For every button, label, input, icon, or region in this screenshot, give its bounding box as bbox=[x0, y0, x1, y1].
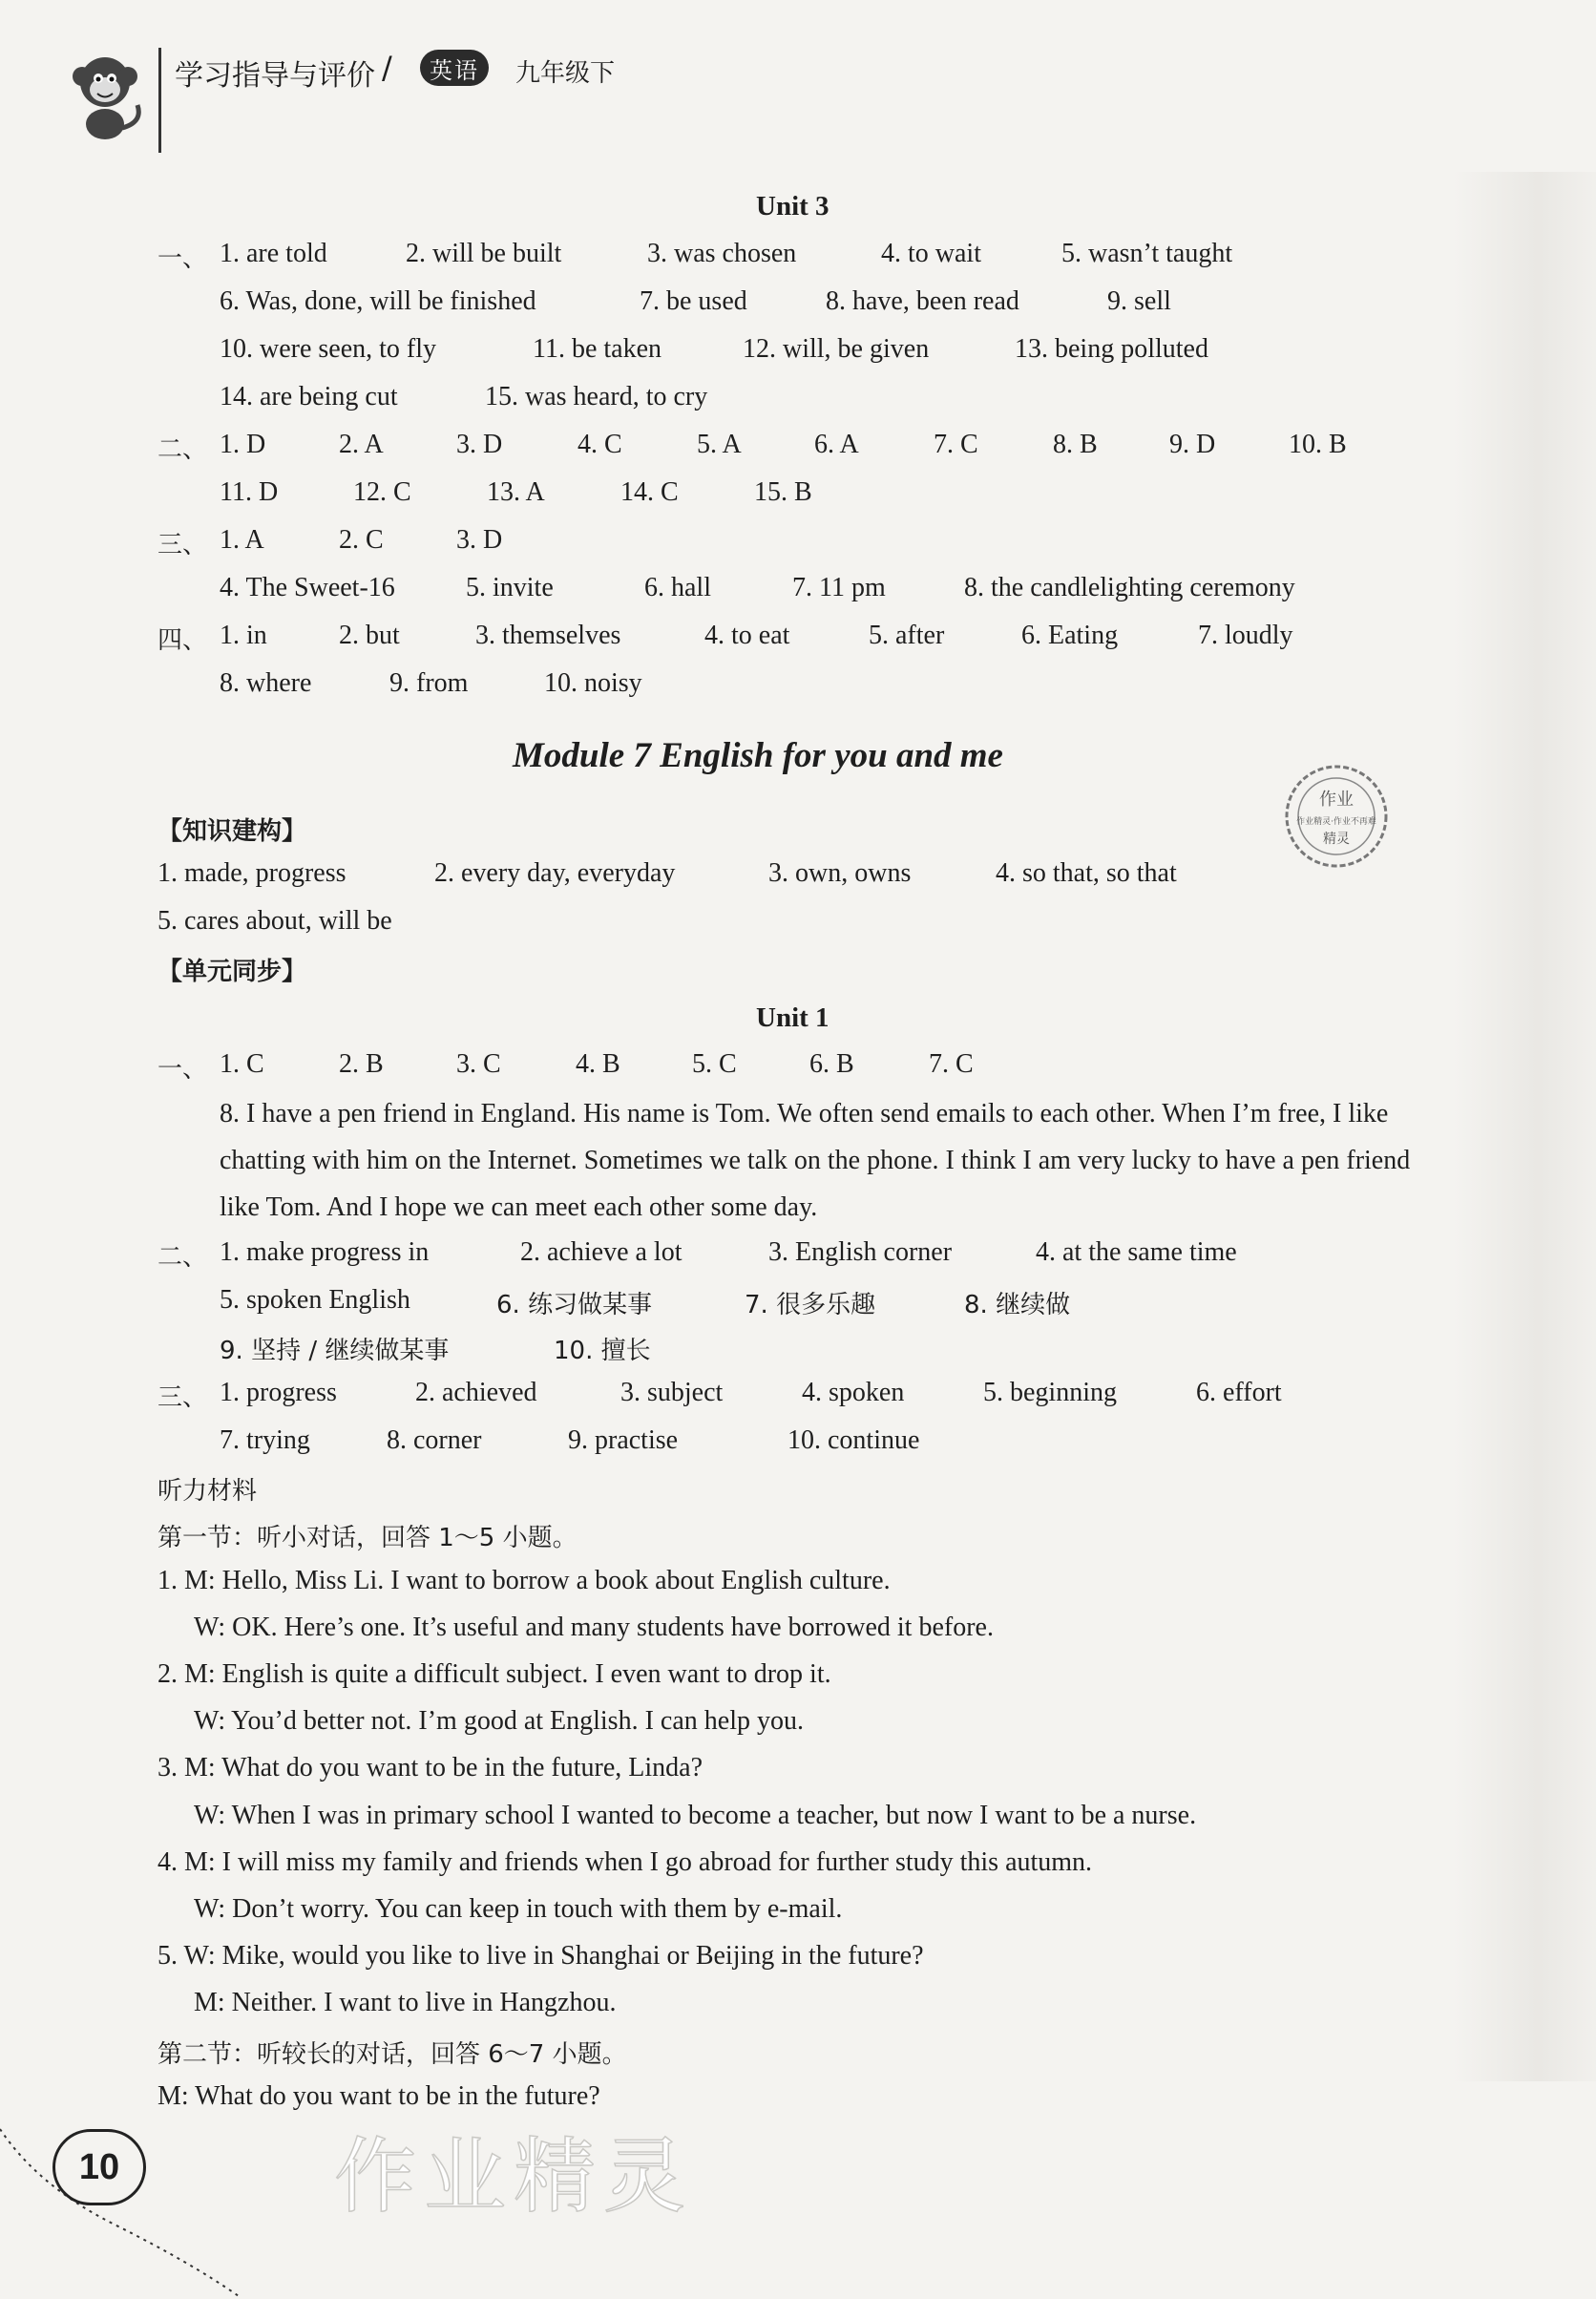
listening-line: 5. W: Mike, would you like to live in Shanghai or Beijing in the future? bbox=[158, 1941, 924, 1971]
answer-item: 1. C bbox=[220, 1049, 264, 1079]
listening-line: M: Neither. I want to live in Hangzhou. bbox=[194, 1988, 617, 2017]
section-label: 二、 bbox=[158, 1243, 208, 1272]
answer-item: 7. C bbox=[929, 1049, 974, 1079]
unit3-title: Unit 3 bbox=[756, 191, 830, 221]
answer-item: 5. invite bbox=[466, 573, 554, 602]
answer-item: 7. loudly bbox=[1198, 621, 1293, 650]
answer-item: 4. B bbox=[576, 1049, 620, 1079]
answer-item: 3. English corner bbox=[768, 1237, 953, 1267]
answer-item: 9. D bbox=[1169, 430, 1216, 459]
listening-line: 2. M: English is quite a difficult subject. I even want to drop it. bbox=[158, 1659, 831, 1689]
monkey-mascot-icon bbox=[67, 46, 153, 141]
answer-item: 8. B bbox=[1053, 430, 1098, 459]
answer-item: 7. C bbox=[934, 430, 978, 459]
answer-item: 5. after bbox=[869, 621, 945, 650]
answer-item: 9. practise bbox=[568, 1425, 679, 1455]
answer-item: 10. continue bbox=[788, 1425, 920, 1455]
listening-line: 4. M: I will miss my family and friends when I go abroad for further study this autumn. bbox=[158, 1847, 1093, 1877]
answer-item: 15. was heard, to cry bbox=[485, 382, 708, 411]
answer-item: 6. 练习做某事 bbox=[496, 1291, 653, 1319]
answer-item: 9. from bbox=[389, 668, 469, 698]
section-label: 二、 bbox=[158, 435, 208, 464]
listening-line: W: You’d better not. I’m good at English. I can help you. bbox=[194, 1706, 804, 1736]
answer-item: 10. noisy bbox=[544, 668, 642, 698]
listening-line: M: What do you want to be in the future? bbox=[158, 2081, 600, 2111]
answer-item: 2. will be built bbox=[406, 239, 562, 268]
answer-item: 1. in bbox=[220, 621, 267, 650]
listening-line: W: OK. Here’s one. It’s useful and many students have borrowed it before. bbox=[194, 1613, 994, 1642]
answer-item: 11. be taken bbox=[533, 334, 662, 364]
listening-heading: 听力材料 bbox=[158, 1477, 258, 1506]
module-title: Module 7 English for you and me bbox=[513, 736, 1003, 775]
answer-item: 10. 擅长 bbox=[554, 1337, 651, 1365]
answer-item: 7. 很多乐趣 bbox=[745, 1291, 876, 1319]
answer-item: 7. 11 pm bbox=[792, 573, 886, 602]
answer-item: 12. will, be given bbox=[743, 334, 930, 364]
answer-item: 7. trying bbox=[220, 1425, 310, 1455]
answer-item: 2. achieve a lot bbox=[520, 1237, 682, 1267]
answer-item: 3. subject bbox=[620, 1378, 724, 1407]
answer-item: 11. D bbox=[220, 477, 279, 507]
section-label: 一、 bbox=[158, 244, 208, 273]
watermark-text: 作业精灵 bbox=[334, 2129, 693, 2225]
answer-item: 3. C bbox=[456, 1049, 501, 1079]
answer-item: 14. are being cut bbox=[220, 382, 398, 411]
listening-line: W: Don’t worry. You can keep in touch with them by e-mail. bbox=[194, 1894, 843, 1924]
answer-item: 4. to wait bbox=[881, 239, 981, 268]
answer-item: 7. be used bbox=[640, 286, 747, 316]
answer-item: 9. sell bbox=[1107, 286, 1171, 316]
answer-item: 4. at the same time bbox=[1036, 1237, 1237, 1267]
answer-item: 14. C bbox=[620, 477, 679, 507]
answer-item: 2. B bbox=[339, 1049, 384, 1079]
answer-item: 2. achieved bbox=[415, 1378, 537, 1407]
answer-item: 6. effort bbox=[1196, 1378, 1282, 1407]
header-divider bbox=[158, 48, 161, 153]
listening-line: 3. M: What do you want to be in the future, Linda? bbox=[158, 1753, 704, 1782]
book-title: 学习指导与评价 bbox=[175, 59, 375, 93]
answer-item: 3. D bbox=[456, 525, 503, 555]
answer-item: 4. The Sweet-16 bbox=[220, 573, 395, 602]
answer-item: 4. spoken bbox=[802, 1378, 905, 1407]
answer-item: 6. Eating bbox=[1021, 621, 1119, 650]
answer-item: 13. A bbox=[487, 477, 545, 507]
answer-item: 9. 坚持 / 继续做某事 bbox=[220, 1337, 450, 1365]
answer-item: 3. own, owns bbox=[768, 858, 912, 888]
answer-item: 2. C bbox=[339, 525, 384, 555]
answer-item: 1. A bbox=[220, 525, 264, 555]
answer-item: 8. 继续做 bbox=[964, 1291, 1071, 1319]
knowledge-heading: 【知识建构】 bbox=[158, 817, 307, 846]
answer-item: 4. so that, so that bbox=[996, 858, 1177, 888]
header-slash: / bbox=[382, 50, 392, 86]
answer-item: 2. A bbox=[339, 430, 384, 459]
answer-item: 1. make progress in bbox=[220, 1237, 430, 1267]
unit1-essay: 8. I have a pen friend in England. His name is Tom. We often send emails to each other. When I’m free, I like chatting with him on the Internet. Sometimes we talk on the phone. I think I am very lucky to have a pen friend like Tom. And I hope we can meet each other some day. bbox=[220, 1099, 1411, 1222]
answer-item: 3. themselves bbox=[475, 621, 621, 650]
answer-item: 8. corner bbox=[387, 1425, 482, 1455]
answer-item: 3. was chosen bbox=[647, 239, 797, 268]
answer-item: 5. C bbox=[692, 1049, 737, 1079]
listening-line: W: When I was in primary school I wanted to become a teacher, but now I want to be a nurse. bbox=[194, 1801, 1197, 1830]
answer-item: 5. cares about, will be bbox=[158, 906, 392, 936]
answer-item: 6. hall bbox=[644, 573, 711, 602]
answer-item: 1. made, progress bbox=[158, 858, 346, 888]
section-label: 三、 bbox=[158, 1383, 208, 1412]
answer-item: 12. C bbox=[353, 477, 411, 507]
listening-section1: 第一节：听小对话，回答 1～5 小题。 bbox=[158, 1524, 578, 1552]
answer-item: 6. Was, done, will be finished bbox=[220, 286, 536, 316]
subject-badge: 英语 bbox=[420, 50, 489, 86]
answer-item: 10. were seen, to fly bbox=[220, 334, 437, 364]
answer-item: 13. being polluted bbox=[1015, 334, 1208, 364]
answer-item: 3. D bbox=[456, 430, 503, 459]
answer-item: 4. C bbox=[578, 430, 622, 459]
bleed-through-shadow bbox=[1453, 172, 1596, 2081]
grade-label: 九年级下 bbox=[515, 59, 616, 88]
seal-ring-text: 作业精灵·作业不再难 bbox=[1296, 817, 1376, 827]
answer-item: 5. A bbox=[697, 430, 742, 459]
sync-heading: 【单元同步】 bbox=[158, 958, 307, 986]
answer-item: 6. B bbox=[809, 1049, 854, 1079]
listening-section2: 第二节：听较长的对话，回答 6～7 小题。 bbox=[158, 2040, 627, 2069]
stamp-seal-icon bbox=[1274, 759, 1398, 874]
answer-item: 2. every day, everyday bbox=[434, 858, 676, 888]
answer-item: 15. B bbox=[754, 477, 812, 507]
answer-item: 1. are told bbox=[220, 239, 327, 268]
section-label: 三、 bbox=[158, 531, 208, 559]
answer-item: 10. B bbox=[1289, 430, 1347, 459]
answer-item: 5. spoken English bbox=[220, 1285, 410, 1315]
answer-item: 8. where bbox=[220, 668, 312, 698]
listening-line: 1. M: Hello, Miss Li. I want to borrow a book about English culture. bbox=[158, 1566, 891, 1595]
answer-item: 5. beginning bbox=[983, 1378, 1117, 1407]
answer-item: 8. the candlelighting ceremony bbox=[964, 573, 1295, 602]
answer-item: 2. but bbox=[339, 621, 400, 650]
seal-bottom-text: 精灵 bbox=[1323, 832, 1350, 847]
answer-item: 1. progress bbox=[220, 1378, 337, 1407]
section-label: 一、 bbox=[158, 1055, 208, 1084]
answer-item: 6. A bbox=[814, 430, 859, 459]
seal-top-text: 作业 bbox=[1319, 790, 1354, 810]
answer-item: 5. wasn’t taught bbox=[1061, 239, 1233, 268]
unit1-title: Unit 1 bbox=[756, 1002, 830, 1033]
section-label: 四、 bbox=[158, 626, 208, 655]
answer-item: 8. have, been read bbox=[826, 286, 1019, 316]
answer-item: 4. to eat bbox=[704, 621, 790, 650]
answer-item: 1. D bbox=[220, 430, 266, 459]
page-number: 10 bbox=[52, 2129, 146, 2205]
